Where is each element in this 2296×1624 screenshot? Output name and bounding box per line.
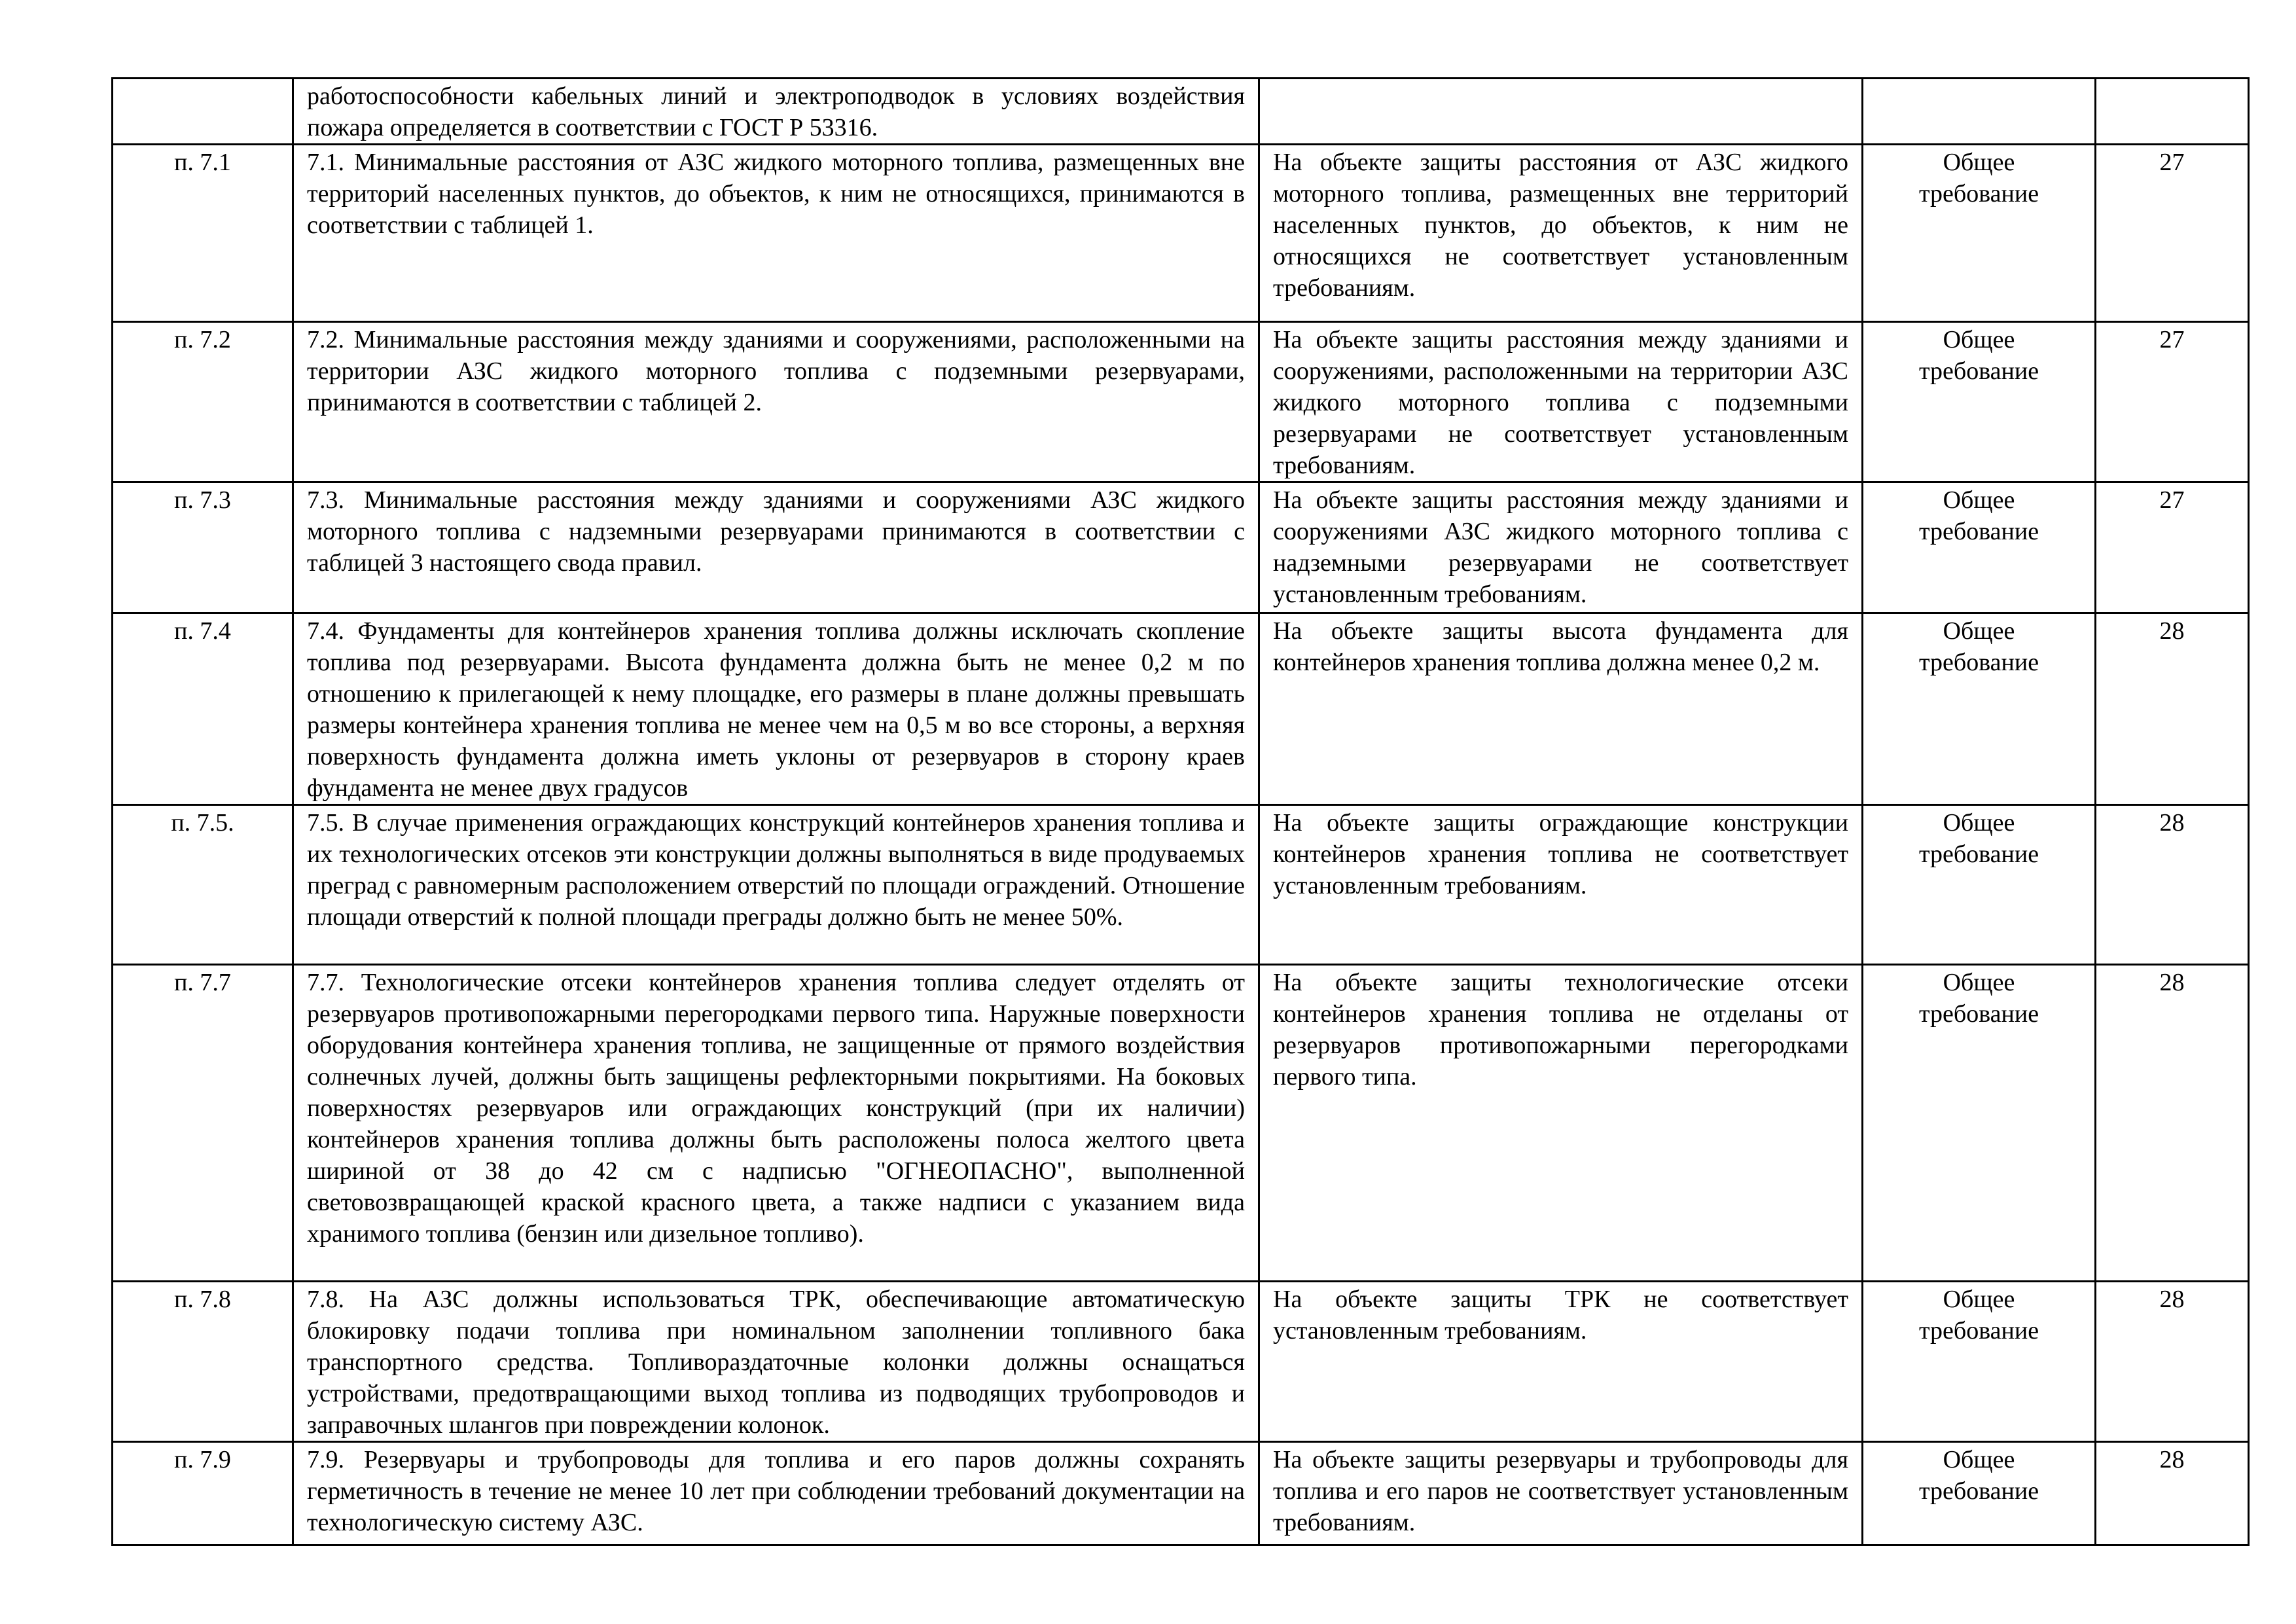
- requirement-type-cell: [1863, 482, 2096, 613]
- clause-ref-cell: п. 7.9: [113, 1442, 293, 1545]
- requirement-type-line: требование: [1918, 1000, 2039, 1028]
- requirement-type-cell: [1863, 145, 2096, 322]
- requirement-text-cell: 7.8. На АЗС должны использоваться ТРК, обеспечивающие автоматическую блокировку подачи топлива при номинальном заполнении топливного бака транспортного средства. Топливораздаточные колонки должны оснащаться устройствами, предотвращающими выход топлива из подводящих трубопроводов и заправочных шлангов при повреждении колонок.: [293, 1282, 1259, 1442]
- page-number-cell: [2096, 79, 2249, 145]
- requirement-type-line: требование: [1918, 1317, 2039, 1344]
- page-number-cell: 27: [2096, 322, 2249, 482]
- clause-ref-cell: п. 7.7: [113, 965, 293, 1282]
- requirement-type-cell: [1863, 965, 2096, 1282]
- requirement-text-cell: 7.5. В случае применения ограждающих конструкций контейнеров хранения топлива и их технологических отсеков эти конструкции должны выполняться в виде продуваемых преград с равномерным расположением отверстий по площади ограждений. Отношение площади отверстий к полной площади преграды должно быть не менее 50%.: [293, 805, 1259, 965]
- violation-text-cell: На объекте защиты ограждающие конструкции контейнеров хранения топлива не соответствует установленным требованиям.: [1259, 805, 1863, 965]
- violation-text-cell: На объекте защиты расстояния между зданиями и сооружениями АЗС жидкого моторного топлива с надземными резервуарами не соответствует установленным требованиям.: [1259, 482, 1863, 613]
- table-row: [113, 805, 2249, 965]
- requirement-type-line: требование: [1918, 649, 2039, 676]
- requirement-text-cell: 7.9. Резервуары и трубопроводы для топлива и его паров должны сохранять герметичность в течение не менее 10 лет при соблюдении требований документации на технологическую систему АЗС.: [293, 1442, 1259, 1545]
- table-row: [113, 322, 2249, 482]
- requirement-type-cell: [1863, 805, 2096, 965]
- page-number-cell: 28: [2096, 805, 2249, 965]
- requirement-type-cell: [1863, 79, 2096, 145]
- page-number-cell: 28: [2096, 1442, 2249, 1545]
- requirement-text-cell: работоспособности кабельных линий и электроподводок в условиях воздействия пожара определяется в соответствии с ГОСТ Р 53316.: [293, 79, 1259, 145]
- requirement-type-cell: [1863, 613, 2096, 805]
- requirement-text-cell: 7.2. Минимальные расстояния между зданиями и сооружениями, расположенными на территории АЗС жидкого моторного топлива с подземными резервуарами, принимаются в соответствии с таблицей 2.: [293, 322, 1259, 482]
- clause-ref-cell: п. 7.5.: [113, 805, 293, 965]
- violation-text-cell: На объекте защиты резервуары и трубопроводы для топлива и его паров не соответствует установленным требованиям.: [1259, 1442, 1863, 1545]
- violation-text-cell: На объекте защиты расстояния от АЗС жидкого моторного топлива, размещенных вне территорий населенных пунктов, до объектов, к ним не относящихся не соответствует установленным требованиям.: [1259, 145, 1863, 322]
- page-number-cell: 28: [2096, 613, 2249, 805]
- requirement-text-cell: 7.7. Технологические отсеки контейнеров хранения топлива следует отделять от резервуаров противопожарными перегородками первого типа. Наружные поверхности оборудования контейнера хранения топлива, не защищенные от прямого воздействия солнечных лучей, должны быть защищены рефлекторными покрытиями. На боковых поверхностях резервуаров или ограждающих конструкций (при их наличии) контейнеров хранения топлива должны быть расположены полоса желтого цвета шириной от 38 до 42 см с надписью "ОГНЕОПАСНО", выполненной световозвращающей краской красного цвета, а также надписи с указанием вида хранимого топлива (бензин или дизельное топливо).: [293, 965, 1259, 1282]
- requirement-type-line: требование: [1918, 357, 2039, 385]
- requirement-type-cell: [1863, 1442, 2096, 1545]
- requirement-type-line: Общее: [1943, 969, 2015, 996]
- violation-text-cell: [1259, 79, 1863, 145]
- requirement-type-line: требование: [1918, 180, 2039, 208]
- requirement-type-line: Общее: [1943, 617, 2015, 645]
- violation-text-cell: На объекте защиты высота фундамента для контейнеров хранения топлива должна менее 0,2 м.: [1259, 613, 1863, 805]
- table-row: [113, 482, 2249, 613]
- clause-ref-cell: [113, 79, 293, 145]
- requirement-type-cell: [1863, 322, 2096, 482]
- table-row: [113, 79, 2249, 145]
- requirements-table: [111, 77, 2250, 1546]
- table-row: [113, 145, 2249, 322]
- table-row: [113, 1442, 2249, 1545]
- requirement-type-line: Общее: [1943, 149, 2015, 176]
- violation-text-cell: На объекте защиты ТРК не соответствует установленным требованиям.: [1259, 1282, 1863, 1442]
- table-row: [113, 613, 2249, 805]
- page-number-cell: 27: [2096, 482, 2249, 613]
- page-number-cell: 28: [2096, 965, 2249, 1282]
- requirement-type-line: требование: [1918, 840, 2039, 868]
- clause-ref-cell: п. 7.1: [113, 145, 293, 322]
- requirement-type-line: Общее: [1943, 1286, 2015, 1313]
- table-row: [113, 965, 2249, 1282]
- requirement-type-line: Общее: [1943, 809, 2015, 837]
- table-row: [113, 1282, 2249, 1442]
- clause-ref-cell: п. 7.8: [113, 1282, 293, 1442]
- requirement-type-line: требование: [1918, 518, 2039, 545]
- clause-ref-cell: п. 7.4: [113, 613, 293, 805]
- violation-text-cell: На объекте защиты расстояния между зданиями и сооружениями, расположенными на территории АЗС жидкого моторного топлива с подземными резервуарами не соответствует установленным требованиям.: [1259, 322, 1863, 482]
- requirement-text-cell: 7.1. Минимальные расстояния от АЗС жидкого моторного топлива, размещенных вне территорий населенных пунктов, до объектов, к ним не относящихся, принимаются в соответствии с таблицей 1.: [293, 145, 1259, 322]
- requirement-text-cell: 7.4. Фундаменты для контейнеров хранения топлива должны исключать скопление топлива под резервуарами. Высота фундамента должна быть не менее 0,2 м по отношению к прилегающей к нему площадке, его размеры в плане должны превышать размеры контейнера хранения топлива не менее чем на 0,5 м во все стороны, а верхняя поверхность фундамента должна иметь уклоны от резервуаров в сторону краев фундамента не менее двух градусов: [293, 613, 1259, 805]
- requirement-type-line: требование: [1918, 1477, 2039, 1505]
- requirement-type-line: Общее: [1943, 326, 2015, 353]
- page-number-cell: 27: [2096, 145, 2249, 322]
- clause-ref-cell: п. 7.2: [113, 322, 293, 482]
- clause-ref-cell: п. 7.3: [113, 482, 293, 613]
- requirement-type-line: Общее: [1943, 486, 2015, 514]
- requirement-text-cell: 7.3. Минимальные расстояния между зданиями и сооружениями АЗС жидкого моторного топлива с надземными резервуарами принимаются в соответствии с таблицей 3 настоящего свода правил.: [293, 482, 1259, 613]
- violation-text-cell: На объекте защиты технологические отсеки контейнеров хранения топлива не отделаны от резервуаров противопожарными перегородками первого типа.: [1259, 965, 1863, 1282]
- page-number-cell: 28: [2096, 1282, 2249, 1442]
- requirement-type-cell: [1863, 1282, 2096, 1442]
- requirement-type-line: Общее: [1943, 1446, 2015, 1473]
